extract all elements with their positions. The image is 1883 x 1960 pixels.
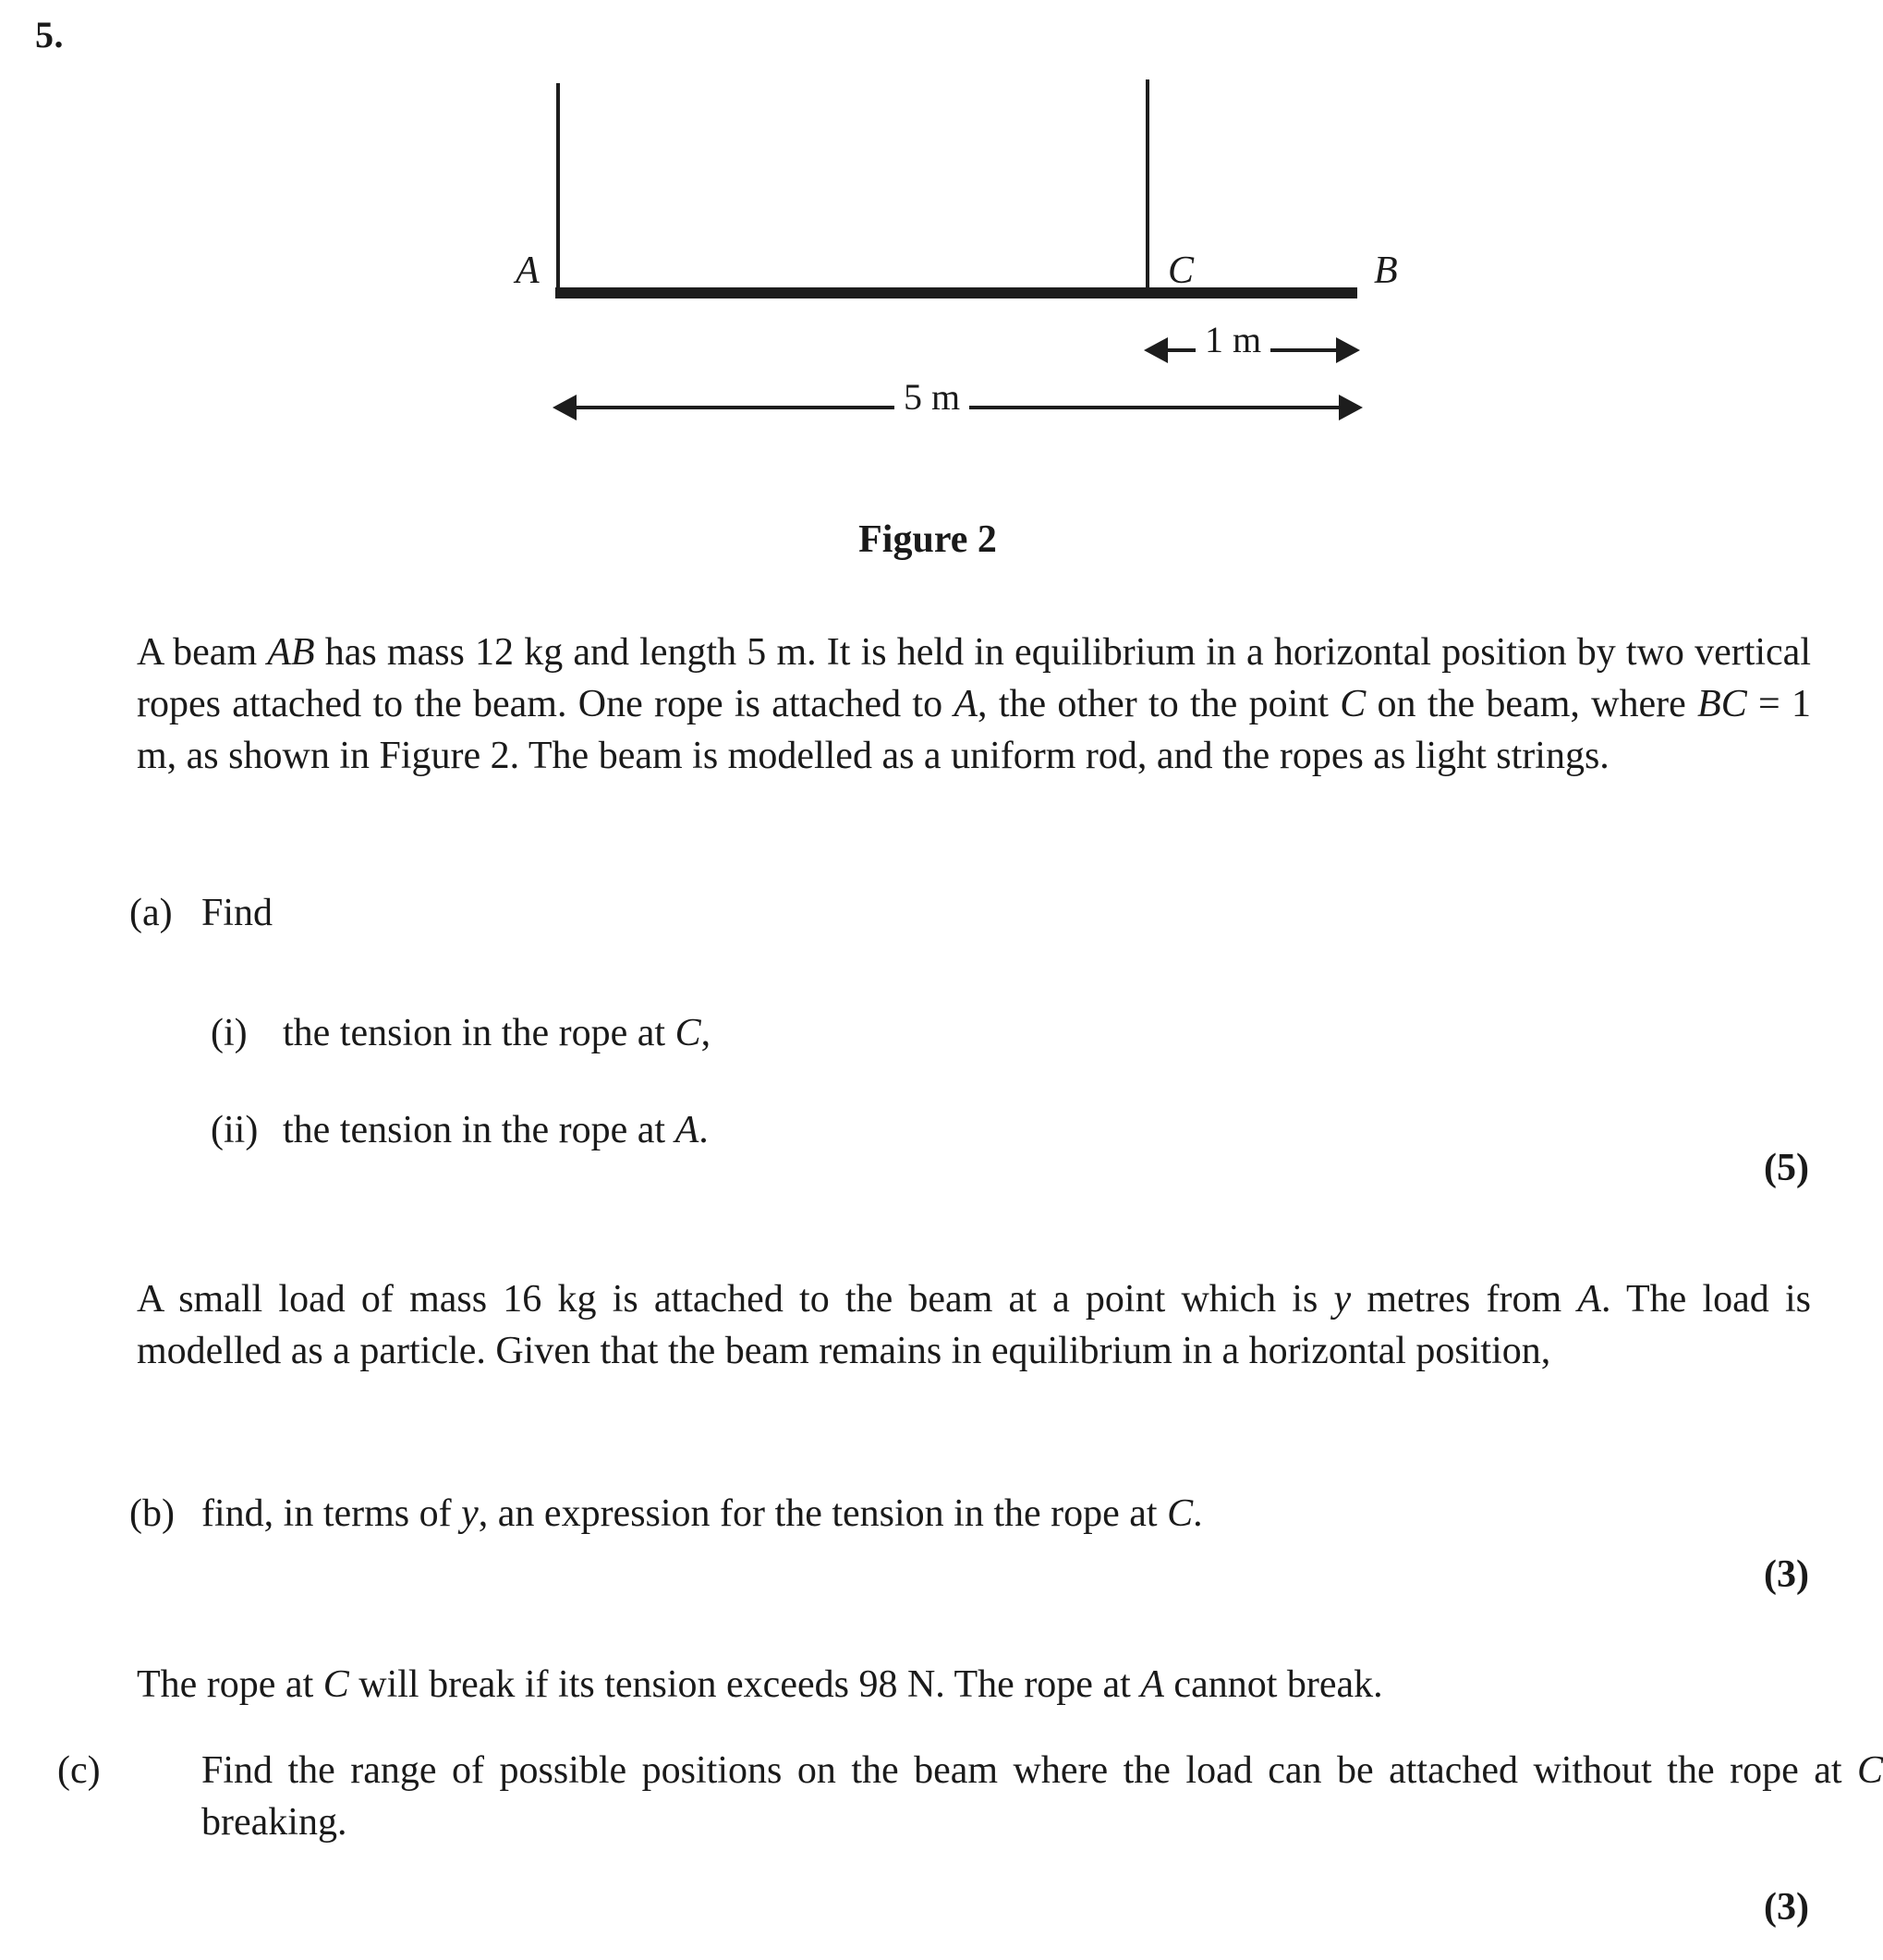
intro-text-4: on the beam, where [1366,683,1698,725]
part-b-label: (b) [129,1492,175,1535]
symbol-y: y [461,1492,479,1535]
part-a [129,887,1330,939]
symbol-ab: AB [267,631,315,674]
part-a-sub-ii [211,1104,1412,1156]
part-c [57,1745,1883,1848]
question-number: 5. [35,14,64,55]
symbol-c: C [1167,1492,1194,1535]
marks-part-b: (3) [1764,1553,1809,1596]
rope-at-c [1146,79,1149,290]
symbol-bc: BC [1697,683,1747,725]
figure-2-diagram [0,0,1855,561]
part-a-sub-i-punct: , [700,1012,711,1054]
load-paragraph: A small load of mass 16 kg is attached to the beam at a point which is y metres from A. The load is modelled as a particle. Given that the beam remains in equilibrium in a horizontal position, [137,1278,1811,1372]
symbol-a: A [674,1109,699,1151]
intro-text-1: A beam [137,631,268,674]
marks-part-a: (5) [1764,1147,1809,1189]
intro-text-5: = 1 m, as shown in Figure 2. The beam is modelled as a uniform rod, and the ropes as light strings. [137,683,1811,777]
part-c-text-post: breaking. [201,1801,347,1844]
part-b-text-mid: , an expression for the tension in the rope at [478,1492,1168,1535]
part-b [129,1488,1515,1540]
symbol-y: y [1333,1278,1352,1321]
figure-caption: Figure 2 [858,518,997,561]
break-paragraph: The rope at C will break if its tension exceeds 98 N. The rope at A cannot break. [137,1663,1383,1706]
marks-part-c: (3) [1764,1886,1809,1929]
symbol-a: A [1577,1278,1602,1321]
part-c-text-pre: Find the range of possible positions on the beam where the load can be attached without the rope at [201,1749,1857,1792]
symbol-a: A [954,683,978,725]
part-a-sub-ii-punct: . [699,1109,709,1151]
point-label-a: A [516,250,540,292]
dimension-bc [1144,319,1360,371]
part-a-text: Find [201,892,273,934]
part-c-label: (c) [57,1749,101,1792]
part-a-sub-ii-label: (ii) [211,1109,259,1151]
part-b-text-pre: find, in terms of [201,1492,462,1535]
symbol-c: C [322,1663,349,1706]
symbol-c: C [674,1012,701,1054]
part-a-sub-i [211,1007,1412,1059]
symbol-c: C [1340,683,1367,725]
point-label-c: C [1168,250,1195,292]
symbol-a: A [1140,1663,1164,1706]
dimension-bc-label: 1 m [1196,319,1270,361]
intro-text-2: has mass 12 kg and length 5 m. It is held in equilibrium in a horizontal position by two vertical ropes attached to the beam. One rope is attached to [137,631,1811,725]
intro-text-3: , the other to the point [978,683,1341,725]
part-b-text-post: . [1193,1492,1203,1535]
beam-ab [555,287,1357,298]
dimension-ab-label: 5 m [894,376,969,419]
symbol-c: C [1856,1749,1883,1792]
rope-at-a [556,83,560,290]
part-a-sub-i-text: the tension in the rope at [283,1012,675,1054]
dimension-ab [553,376,1363,429]
part-a-label: (a) [129,892,173,934]
point-label-b: B [1374,250,1398,292]
arrow-right-icon [1336,337,1360,363]
part-a-sub-i-label: (i) [211,1012,248,1054]
part-a-sub-ii-text: the tension in the rope at [283,1109,675,1151]
arrow-right-icon [1339,395,1363,420]
intro-paragraph [137,627,1811,782]
